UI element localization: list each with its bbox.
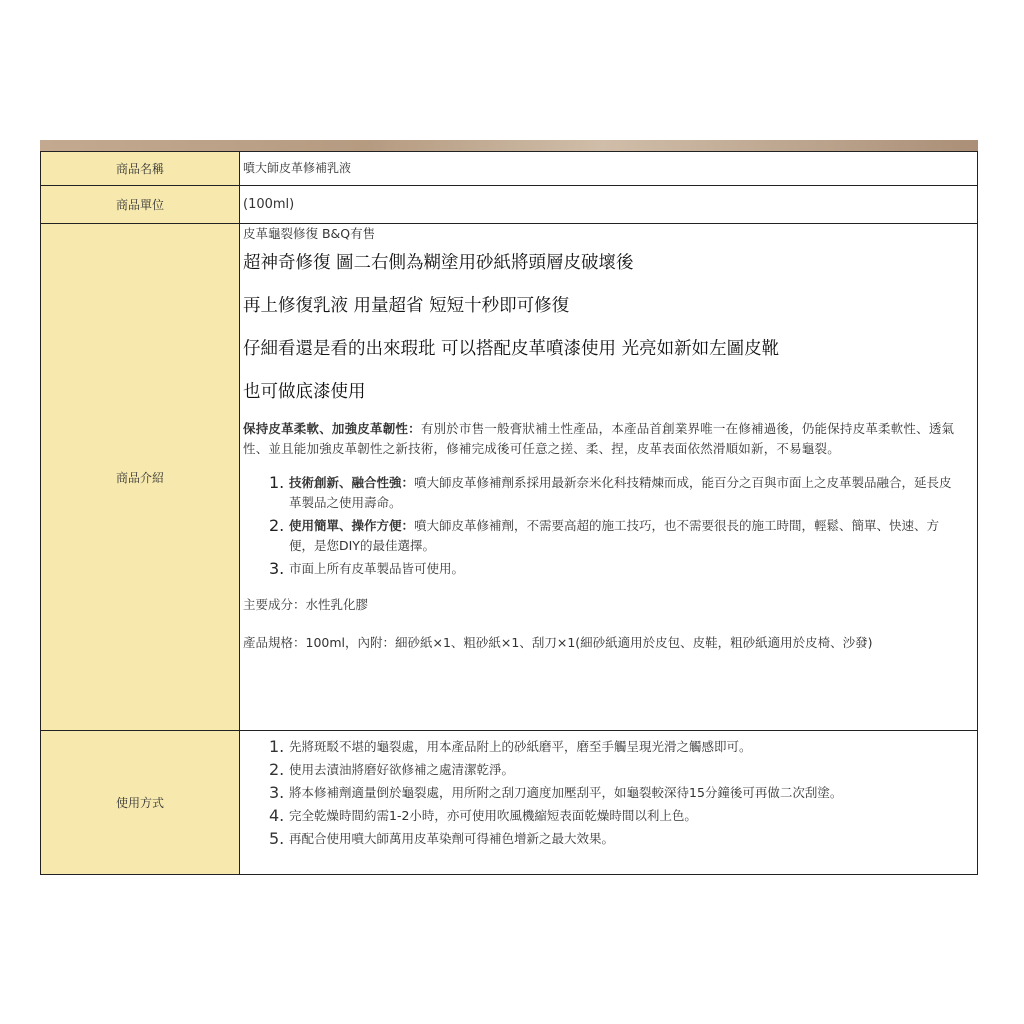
list-item-number: 1. xyxy=(269,473,285,492)
list-item-number: 1. xyxy=(269,737,285,756)
list-item-number: 3. xyxy=(269,783,285,802)
product-intro-label: 商品介紹 xyxy=(41,224,240,731)
list-item xyxy=(269,559,953,579)
specification-text: 產品規格：100ml，內附：細砂紙×1、粗砂紙×1、刮刀×1(細砂紙適用於皮包、皮鞋，粗砂紙適用於皮椅、沙發) xyxy=(243,635,873,650)
product-name-label: 商品名稱 xyxy=(41,152,240,186)
product-name-value: 噴大師皮革修補乳液 xyxy=(243,161,352,175)
feature-paragraph xyxy=(243,419,975,459)
usage-label: 使用方式 xyxy=(41,731,240,875)
feature-point-list xyxy=(243,473,975,579)
list-item xyxy=(269,806,965,826)
table-row-product-unit xyxy=(41,186,978,224)
list-item xyxy=(269,760,965,780)
product-name-cell xyxy=(240,152,978,186)
list-item-text: 將本修補劑適量倒於龜裂處，用所附之刮刀適度加壓刮平，如龜裂較深待15分鐘後可再做二次刮塗。 xyxy=(289,785,843,800)
feature-title: 保持皮革柔軟、加強皮革韌性： xyxy=(243,421,421,436)
feature-description: 有別於市售一般膏狀補土性產品，本產品首創業界唯一在修補過後，仍能保持皮革柔軟性、透氣性、並且能加強皮革韌性之新技術，修補完成後可任意之搓、柔、捏，皮革表面依然滑順如新，不易龜裂。 xyxy=(243,421,955,456)
list-item xyxy=(269,516,953,556)
list-item-number: 2. xyxy=(269,760,285,779)
intro-headline-3: 仔細看還是看的出來瑕玭 可以搭配皮革噴漆使用 光亮如新如左圖皮靴 xyxy=(243,339,780,359)
table-row-usage xyxy=(41,731,978,875)
list-item xyxy=(269,473,953,513)
list-item-number: 2. xyxy=(269,516,285,535)
list-item-text: 再配合使用噴大師萬用皮革染劑可得補色增新之最大效果。 xyxy=(289,831,615,846)
product-spec-table xyxy=(40,151,978,875)
list-item xyxy=(269,829,965,849)
list-item-text: 市面上所有皮革製品皆可使用。 xyxy=(289,561,465,576)
intro-headline-1: 超神奇修復 圖二右側為糊塗用砂紙將頭層皮破壞後 xyxy=(243,253,634,273)
list-item-number: 3. xyxy=(269,559,285,578)
list-item-text: 噴大師皮革修補劑系採用最新奈米化科技精煉而成，能百分之百與市面上之皮革製品融合，延長皮革製品之使用壽命。 xyxy=(289,475,952,510)
list-item-number: 5. xyxy=(269,829,285,848)
list-item-number: 4. xyxy=(269,806,285,825)
table-row-product-name xyxy=(41,152,978,186)
product-unit-label: 商品單位 xyxy=(41,186,240,224)
usage-cell xyxy=(240,731,978,875)
ingredient-text: 主要成分：水性乳化膠 xyxy=(243,597,369,612)
list-item-title: 使用簡單、操作方便： xyxy=(289,518,415,533)
intro-subtitle: 皮革龜裂修復 B&Q有售 xyxy=(243,226,376,241)
list-item-text: 完全乾燥時間約需1-2小時，亦可使用吹風機縮短表面乾燥時間以利上色。 xyxy=(289,808,697,823)
list-item-text: 先將斑駁不堪的龜裂處，用本產品附上的砂紙磨平，磨至手觸呈現光滑之觸感即可。 xyxy=(289,739,752,754)
product-unit-value: (100ml) xyxy=(243,197,295,212)
product-unit-cell xyxy=(240,186,978,224)
usage-step-list xyxy=(243,737,975,849)
list-item xyxy=(269,783,965,803)
list-item-text: 噴大師皮革修補劑，不需要高超的施工技巧，也不需要很長的施工時間，輕鬆、簡單、快速、方便，是您DIY的最佳選擇。 xyxy=(289,518,940,553)
product-intro-cell xyxy=(240,224,978,731)
list-item-title: 技術創新、融合性強： xyxy=(289,475,415,490)
list-item-text: 使用去漬油將磨好欲修補之處清潔乾淨。 xyxy=(289,762,515,777)
list-item xyxy=(269,737,965,757)
intro-headline-4: 也可做底漆使用 xyxy=(243,382,366,402)
intro-headline-2: 再上修復乳液 用量超省 短短十秒即可修復 xyxy=(243,296,570,316)
table-row-product-intro xyxy=(41,224,978,731)
